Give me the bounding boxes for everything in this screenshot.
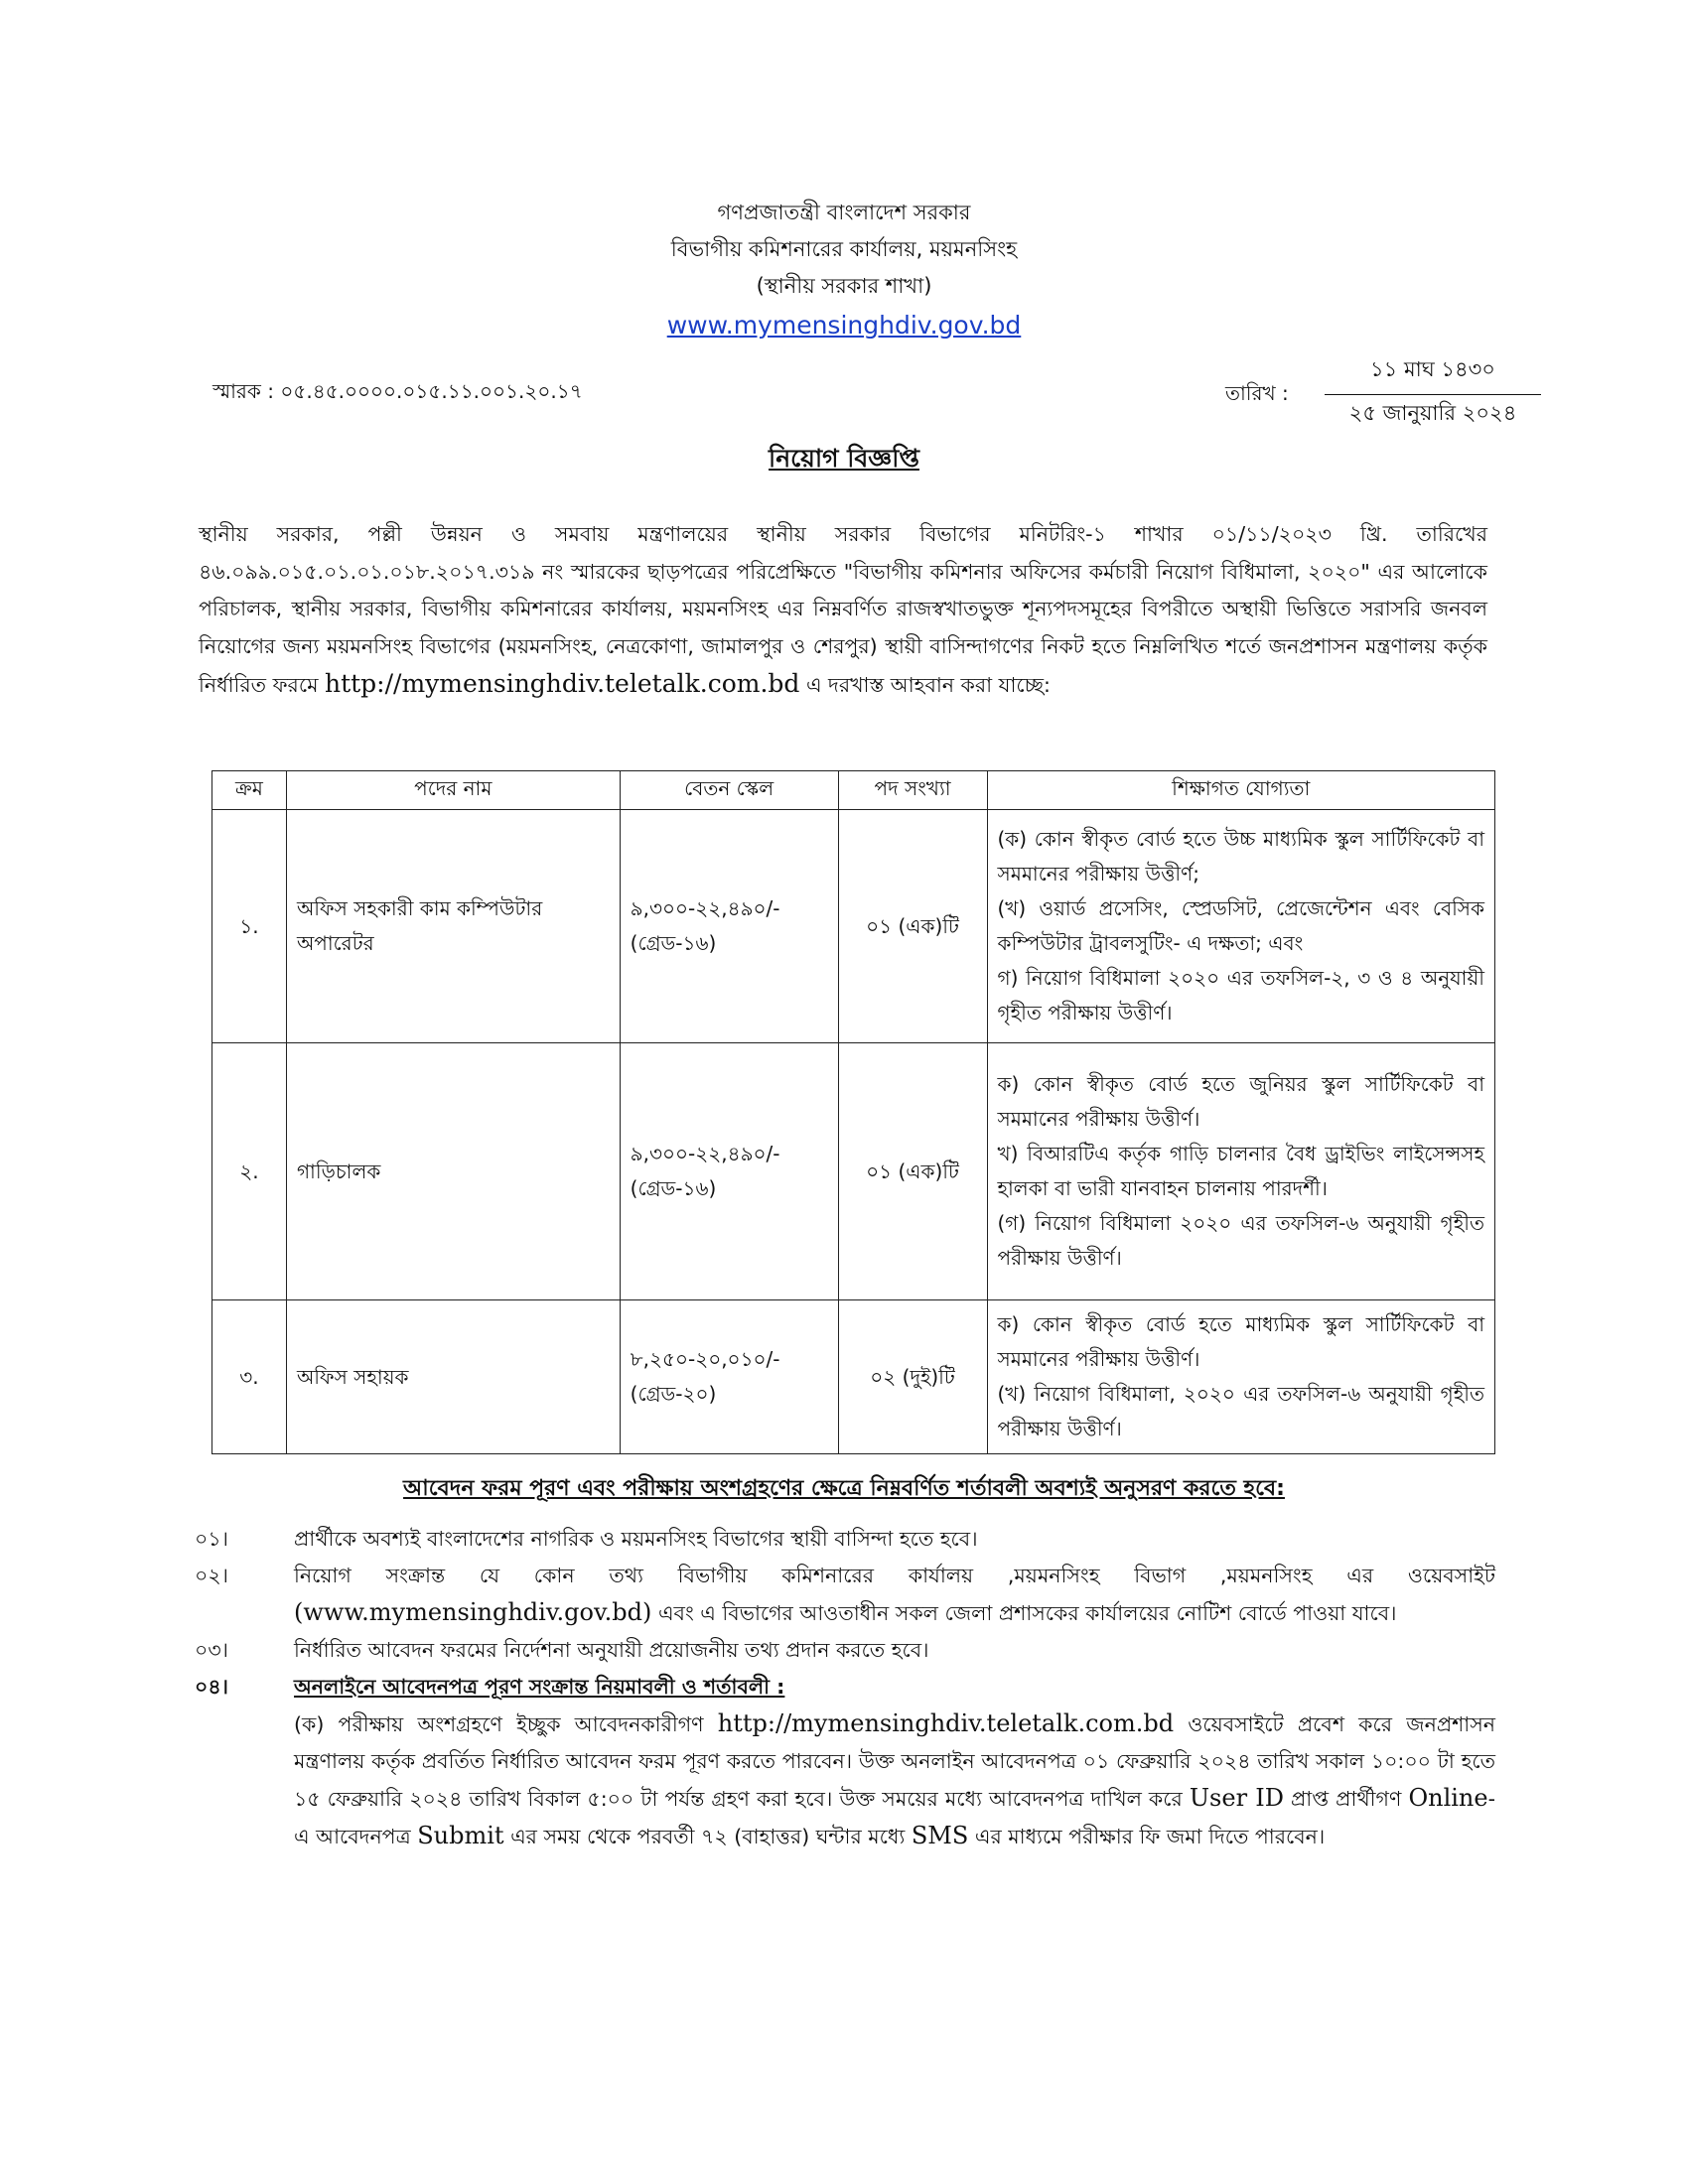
condition-text-part: এর মাধ্যমে পরীক্ষার ফি জমা দিতে পারবেন। bbox=[974, 1825, 1326, 1848]
conditions-list bbox=[195, 1521, 1495, 1855]
scale-amount: ৮,২৫০-২০,০১০/- bbox=[630, 1347, 780, 1371]
condition-text-part: এর সময় থেকে পরবর্তী ৭২ (বাহাত্তর) ঘন্টার মধ্যে bbox=[510, 1825, 906, 1848]
condition-text-part: নিয়োগ সংক্রান্ত যে কোন তথ্য বিভাগীয় কমিশনারের কার্যালয় ,ময়মনসিংহ বিভাগ ,ময়মনসিংহ এর ওয়েবসাইট bbox=[294, 1564, 1495, 1587]
condition-text: নির্ধারিত আবেদন ফরমের নির্দেশনা অনুযায়ী প্রয়োজনীয় তথ্য প্রদান করতে হবে। bbox=[294, 1638, 929, 1662]
qualification-cell bbox=[987, 810, 1495, 1043]
post-cell: অফিস সহায়ক bbox=[286, 1300, 620, 1454]
condition-text-part: এবং এ বিভাগের আওতাধীন সকল জেলা প্রশাসকের কার্যালয়ের নোটিশ বোর্ডে পাওয়া যাবে। bbox=[657, 1601, 1397, 1625]
condition-item bbox=[195, 1521, 1495, 1558]
date-english: ২৫ জানুয়ারি ২০২৪ bbox=[1348, 401, 1517, 425]
posts-table bbox=[211, 770, 1495, 1454]
condition-item bbox=[195, 1706, 1495, 1855]
qualification-item: ক) কোন স্বীকৃত বোর্ড হতে জুনিয়র স্কুল সার্টিফিকেট বা সমমানের পরীক্ষায় উত্তীর্ণ। bbox=[997, 1072, 1484, 1131]
qualification-cell bbox=[987, 1300, 1495, 1454]
intro-text-before: স্থানীয় সরকার, পল্লী উন্নয়ন ও সমবায় মন্ত্রণালয়ের স্থানীয় সরকার বিভাগের মনিটরিং-১ শাখার ০১/১১/২০২৩ খ্রি. তারিখের ৪৬.০৯৯.০১৫.০১.০১.০১৮.২০১৭.৩১৯ নং স্মারকের ছাড়পত্রের পরিপ্রেক্ষিতে "বিভাগীয় কমিশনার অফিসের কর্মচারী নিয়োগ বিধিমালা, ২০২০" এর আলোকে পরিচালক, স্থানীয় সরকার, বিভাগীয় কমিশনারের কার্যালয়, ময়মনসিংহ এর নিম্নবর্ণিত রাজস্বখাতভুক্ত শূন্যপদসমূহের বিপরীতে অস্থায়ী ভিত্তিতে সরাসরি জনবল নিয়োগের জন্য ময়মনসিংহ বিভাগের (ময়মনসিংহ, নেত্রকোণা, জামালপুর ও শেরপুর) স্থায়ী বাসিন্দাগণের নিকট হতে নিম্নলিখিত শর্তে জনপ্রশাসন মন্ত্রণালয় কর্তৃক নির্ধারিত ফরমে bbox=[199, 522, 1487, 697]
serial-cell: ৩. bbox=[212, 1300, 287, 1454]
date-label: তারিখ : bbox=[1225, 381, 1289, 405]
qualification-item: খ) বিআরটিএ কর্তৃক গাড়ি চালনার বৈধ ড্রাইভিং লাইসেন্সসহ হালকা বা ভারী যানবাহন চালনায় পারদর্শী। bbox=[997, 1142, 1484, 1200]
application-url[interactable]: http://mymensinghdiv.teletalk.com.bd bbox=[324, 669, 800, 698]
branch-name: (স্থানীয় সরকার শাখা) bbox=[756, 274, 932, 298]
qualification-item: ক) কোন স্বীকৃত বোর্ড হতে মাধ্যমিক স্কুল সার্টিফিকেট বা সমমানের পরীক্ষায় উত্তীর্ণ। bbox=[997, 1312, 1484, 1371]
table-row bbox=[212, 810, 1495, 1043]
condition-number: ০৪। bbox=[195, 1675, 228, 1699]
conditions-title-text: আবেদন ফরম পূরণ এবং পরীক্ষায় অংশগ্রহণের ক্ষেত্রে নিম্নবর্ণিত শর্তাবলী অবশ্যই অনুসরণ করতে হবে: bbox=[403, 1476, 1285, 1501]
conditions-title bbox=[0, 1471, 1688, 1508]
col-header-qualification: শিক্ষাগত যোগ্যতা bbox=[987, 771, 1495, 810]
condition-text-part: প্রাপ্ত প্রার্থীগণ bbox=[1291, 1787, 1402, 1811]
serial-cell: ১. bbox=[212, 810, 287, 1043]
condition-number: ০১। bbox=[195, 1527, 228, 1551]
condition-text-part: (ক) পরীক্ষায় অংশগ্রহণে ইচ্ছুক আবেদনকারীগণ bbox=[294, 1712, 704, 1736]
scale-cell bbox=[620, 1300, 838, 1454]
teletalk-url[interactable]: http://mymensinghdiv.teletalk.com.bd bbox=[717, 1709, 1175, 1737]
qualification-cell bbox=[987, 1043, 1495, 1300]
table-row bbox=[212, 1043, 1495, 1300]
qualification-item: (খ) নিয়োগ বিধিমালা, ২০২০ এর তফসিল-৬ অনুযায়ী গৃহীত পরীক্ষায় উত্তীর্ণ। bbox=[997, 1382, 1484, 1440]
intro-text-after: এ দরখাস্ত আহবান করা যাচ্ছে: bbox=[805, 673, 1051, 697]
submit-term: Submit bbox=[417, 1822, 504, 1849]
col-header-serial: ক্রম bbox=[212, 771, 287, 810]
user-id-term: User ID bbox=[1189, 1784, 1284, 1812]
website-reference[interactable]: (www.mymensinghdiv.gov.bd) bbox=[294, 1598, 652, 1626]
qualification-item: গ) নিয়োগ বিধিমালা ২০২০ এর তফসিল-২, ৩ ও ৪ অনুযায়ী গৃহীত পরীক্ষায় উত্তীর্ণ। bbox=[997, 966, 1484, 1024]
condition-heading-text: অনলাইনে আবেদনপত্র পূরণ সংক্রান্ত নিয়মাবলী ও শর্তাবলী : bbox=[294, 1675, 785, 1699]
qualification-item: (ক) কোন স্বীকৃত বোর্ড হতে উচ্চ মাধ্যমিক স্কুল সার্টিফিকেট বা সমমানের পরীক্ষায় উত্তীর্ণ; bbox=[997, 827, 1484, 886]
condition-number: ০৩। bbox=[195, 1638, 228, 1662]
condition-item bbox=[195, 1558, 1495, 1632]
count-cell: ০১ (এক)টি bbox=[838, 1043, 987, 1300]
post-cell: গাড়িচালক bbox=[286, 1043, 620, 1300]
table-header-row bbox=[212, 771, 1495, 810]
condition-text-part: -এ আবেদনপত্র bbox=[294, 1787, 1495, 1848]
col-header-post: পদের নাম bbox=[286, 771, 620, 810]
condition-text-part: ওয়েবসাইটে প্রবেশ করে জনপ্রশাসন মন্ত্রণালয় কর্তৃক প্রবর্তিত নির্ধারিত আবেদন ফরম পূরণ করতে পারবেন। উক্ত অনলাইন আবেদনপত্র ০১ ফেব্রুয়ারি ২০২৪ তারিখ সকাল ১০:০০ টা হতে ১৫ ফেব্রুয়ারি ২০২৪ তারিখ বিকাল ৫:০০ টা পর্যন্ত গ্রহণ করা হবে। উক্ত সময়ের মধ্যে আবেদনপত্র দাখিল করে bbox=[294, 1712, 1495, 1811]
count-cell: ০১ (এক)টি bbox=[838, 810, 987, 1043]
notice-title bbox=[0, 439, 1688, 481]
post-cell: অফিস সহকারী কাম কম্পিউটার অপারেটর bbox=[286, 810, 620, 1043]
intro-paragraph bbox=[199, 516, 1487, 705]
col-header-scale: বেতন স্কেল bbox=[620, 771, 838, 810]
serial-cell: ২. bbox=[212, 1043, 287, 1300]
scale-amount: ৯,৩০০-২২,৪৯০/- bbox=[630, 1142, 780, 1165]
notice-title-text: নিয়োগ বিজ্ঞপ্তি bbox=[769, 444, 919, 473]
date-bangla: ১১ মাঘ ১৪৩০ bbox=[1325, 353, 1541, 395]
condition-indent bbox=[195, 1706, 294, 1855]
condition-heading bbox=[294, 1669, 1495, 1706]
table-row bbox=[212, 1300, 1495, 1454]
online-term: Online bbox=[1408, 1784, 1488, 1812]
scale-amount: ৯,৩০০-২২,৪৯০/- bbox=[630, 896, 780, 920]
count-cell: ০২ (দুই)টি bbox=[838, 1300, 987, 1454]
condition-text: প্রার্থীকে অবশ্যই বাংলাদেশের নাগরিক ও ময়মনসিংহ বিভাগের স্থায়ী বাসিন্দা হতে হবে। bbox=[294, 1527, 978, 1551]
scale-cell bbox=[620, 810, 838, 1043]
qualification-item: (খ) ওয়ার্ড প্রসেসিং, স্প্রেডসিট, প্রেজেন্টেশন এবং বেসিক কম্পিউটার ট্রাবলসুটিং- এ দক্ষতা; এবং bbox=[997, 896, 1484, 955]
sms-term: SMS bbox=[911, 1822, 969, 1849]
condition-text bbox=[294, 1706, 1495, 1855]
condition-item bbox=[195, 1632, 1495, 1669]
qualification-item: (গ) নিয়োগ বিধিমালা ২০২০ এর তফসিল-৬ অনুযায়ী গৃহীত পরীক্ষায় উত্তীর্ণ। bbox=[997, 1211, 1484, 1270]
condition-item bbox=[195, 1669, 1495, 1706]
scale-grade: (গ্রেড-২০) bbox=[630, 1382, 717, 1406]
condition-number: ০২। bbox=[195, 1564, 228, 1587]
website-link[interactable]: www.mymensinghdiv.gov.bd bbox=[666, 311, 1022, 340]
letterhead bbox=[0, 195, 1688, 342]
memo-number: স্মারক : ০৫.৪৫.০০০০.০১৫.১১.০০১.২০.১৭ bbox=[212, 379, 583, 403]
scale-grade: (গ্রেড-১৬) bbox=[630, 931, 717, 955]
condition-text bbox=[294, 1558, 1495, 1632]
scale-grade: (গ্রেড-১৬) bbox=[630, 1176, 717, 1200]
col-header-count: পদ সংখ্যা bbox=[838, 771, 987, 810]
scale-cell bbox=[620, 1043, 838, 1300]
office-name: বিভাগীয় কমিশনারের কার্যালয়, ময়মনসিংহ bbox=[670, 237, 1018, 261]
government-name: গণপ্রজাতন্ত্রী বাংলাদেশ সরকার bbox=[717, 201, 971, 224]
